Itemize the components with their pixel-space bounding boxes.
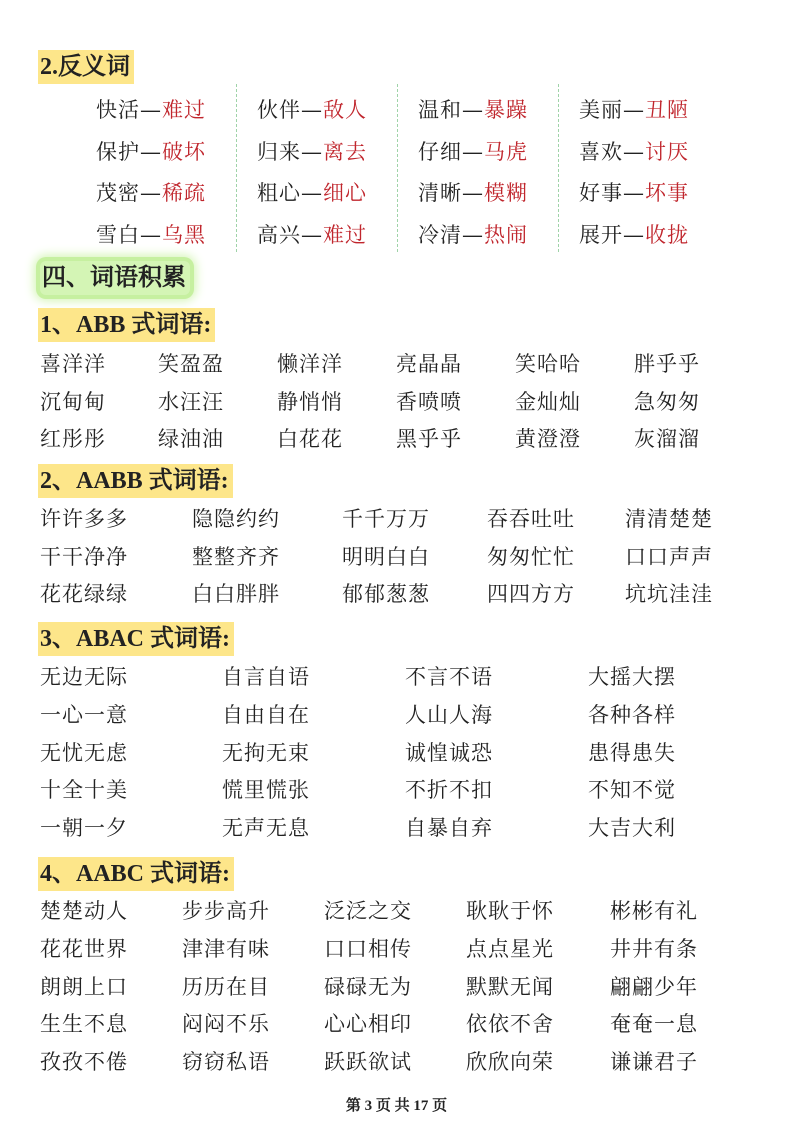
word-cell: 闷闷不乐	[182, 1012, 270, 1037]
abac-row	[0, 810, 793, 846]
section-four-heading: 四、词语积累	[40, 261, 190, 295]
antonym-answer: 破坏	[162, 139, 206, 164]
word-cell: 津津有味	[182, 936, 270, 961]
word-cell: 彬彬有礼	[610, 899, 698, 923]
word-cell: 无拘无束	[222, 740, 310, 765]
word-cell: 人山人海	[405, 702, 493, 727]
antonym-pair	[418, 217, 528, 253]
antonym-pair	[96, 134, 206, 170]
word-cell: 灰溜溜	[634, 427, 700, 451]
word-cell: 自言自语	[222, 665, 310, 689]
word-cell: 碌碌无为	[324, 974, 412, 999]
word-cell: 干干净净	[40, 544, 128, 569]
word-cell: 吞吞吐吐	[487, 507, 575, 531]
antonym-row	[0, 134, 793, 170]
word-cell: 不折不扣	[405, 778, 493, 803]
word-cell: 历历在目	[182, 974, 270, 999]
antonym-word: 高兴—	[257, 222, 323, 247]
word-cell: 井井有条	[610, 936, 698, 961]
word-cell: 绿油油	[158, 427, 224, 451]
word-cell: 白白胖胖	[192, 582, 280, 606]
antonym-pair	[96, 92, 206, 128]
antonym-word: 展开—	[579, 222, 645, 247]
aabb-heading: 2、AABB 式词语:	[38, 464, 233, 498]
abac-row	[0, 772, 793, 808]
aabc-row	[0, 1044, 793, 1080]
word-cell: 静悄悄	[277, 389, 343, 414]
word-cell: 坑坑洼洼	[625, 582, 713, 606]
antonym-pair	[579, 175, 689, 211]
antonym-pair	[96, 175, 206, 211]
abac-row	[0, 697, 793, 733]
word-cell: 点点星光	[466, 936, 554, 961]
antonym-word: 仔细—	[418, 139, 484, 164]
word-cell: 亮晶晶	[396, 352, 462, 376]
word-cell: 沉甸甸	[40, 389, 106, 414]
antonym-pair	[257, 134, 367, 170]
word-cell: 黄澄澄	[515, 427, 581, 451]
word-cell: 一朝一夕	[40, 816, 128, 841]
antonym-answer: 细心	[323, 181, 367, 205]
aabc-row	[0, 931, 793, 967]
antonym-answer: 难过	[162, 98, 206, 122]
antonym-answer: 坏事	[645, 181, 689, 205]
word-cell: 孜孜不倦	[40, 1050, 128, 1075]
antonym-pair	[418, 134, 528, 170]
word-cell: 奄奄一息	[610, 1012, 698, 1037]
word-cell: 急匆匆	[634, 389, 700, 414]
antonym-pair	[418, 92, 528, 128]
word-cell: 患得患失	[588, 740, 676, 765]
abb-row	[0, 346, 793, 382]
aabb-row	[0, 539, 793, 575]
antonym-answer: 热闹	[484, 222, 528, 247]
antonym-answer: 离去	[323, 139, 367, 164]
antonym-word: 伙伴—	[257, 98, 323, 122]
word-cell: 水汪汪	[158, 389, 224, 414]
antonym-word: 雪白—	[96, 222, 162, 247]
word-cell: 金灿灿	[515, 389, 581, 414]
word-cell: 黑乎乎	[396, 427, 462, 451]
word-cell: 自暴自弃	[405, 816, 493, 841]
antonym-word: 快活—	[96, 98, 162, 122]
page-footer: 第 3 页 共 17 页	[345, 1098, 448, 1114]
word-cell: 依依不舍	[466, 1012, 554, 1037]
antonym-answer: 乌黑	[162, 222, 206, 247]
antonym-answer: 丑陋	[645, 98, 689, 122]
antonym-pair	[96, 217, 206, 253]
antonym-word: 归来—	[257, 139, 323, 164]
word-cell: 大吉大利	[588, 816, 676, 841]
antonym-pair	[257, 217, 367, 253]
antonym-word: 粗心—	[257, 181, 323, 205]
word-cell: 明明白白	[342, 544, 430, 569]
word-cell: 十全十美	[40, 778, 128, 803]
word-cell: 大摇大摆	[588, 665, 676, 689]
antonym-row	[0, 175, 793, 211]
word-cell: 白花花	[277, 427, 343, 451]
word-cell: 心心相印	[324, 1012, 412, 1037]
word-cell: 懒洋洋	[277, 352, 343, 376]
abac-row	[0, 659, 793, 695]
word-cell: 胖乎乎	[634, 352, 700, 376]
aabc-row	[0, 1006, 793, 1042]
word-cell: 步步高升	[182, 899, 270, 923]
abb-heading: 1、ABB 式词语:	[38, 308, 215, 342]
word-cell: 花花世界	[40, 936, 128, 961]
word-cell: 无声无息	[222, 816, 310, 841]
word-cell: 窃窃私语	[182, 1050, 270, 1075]
word-cell: 自由自在	[222, 702, 310, 727]
word-cell: 不知不觉	[588, 778, 676, 803]
word-cell: 千千万万	[342, 507, 430, 531]
word-cell: 花花绿绿	[40, 582, 128, 606]
word-cell: 诚惶诚恐	[405, 740, 493, 765]
word-cell: 口口相传	[324, 936, 412, 961]
word-cell: 整整齐齐	[192, 544, 280, 569]
word-cell: 翩翩少年	[610, 974, 698, 999]
antonym-word: 好事—	[579, 181, 645, 205]
antonym-pair	[257, 92, 367, 128]
antonym-answer: 难过	[323, 222, 367, 247]
antonym-word: 美丽—	[579, 98, 645, 122]
antonym-answer: 收拢	[645, 222, 689, 247]
word-cell: 一心一意	[40, 702, 128, 727]
word-cell: 各种各样	[588, 702, 676, 727]
antonym-pair	[579, 92, 689, 128]
word-cell: 欣欣向荣	[466, 1050, 554, 1075]
antonym-answer: 稀疏	[162, 181, 206, 205]
word-cell: 香喷喷	[396, 389, 462, 414]
aabc-heading: 4、AABC 式词语:	[38, 857, 234, 891]
antonym-answer: 模糊	[484, 181, 528, 205]
aabc-row	[0, 893, 793, 929]
aabb-row	[0, 501, 793, 537]
antonym-answer: 讨厌	[645, 139, 689, 164]
abac-row	[0, 735, 793, 771]
antonym-pair	[418, 175, 528, 211]
word-cell: 泛泛之交	[324, 899, 412, 923]
word-cell: 跃跃欲试	[324, 1050, 412, 1075]
word-cell: 喜洋洋	[40, 352, 106, 376]
antonym-word: 保护—	[96, 139, 162, 164]
antonym-pair	[257, 175, 367, 211]
word-cell: 不言不语	[405, 665, 493, 689]
antonym-word: 温和—	[418, 98, 484, 122]
word-cell: 许许多多	[40, 507, 128, 531]
antonym-word: 清晰—	[418, 181, 484, 205]
word-cell: 匆匆忙忙	[487, 544, 575, 569]
antonym-answer: 马虎	[484, 139, 528, 164]
antonym-word: 茂密—	[96, 181, 162, 205]
abb-row	[0, 421, 793, 457]
word-cell: 郁郁葱葱	[342, 582, 430, 606]
antonym-word: 冷清—	[418, 222, 484, 247]
antonym-answer: 敌人	[323, 98, 367, 122]
abb-row	[0, 384, 793, 420]
antonym-answer: 暴躁	[484, 98, 528, 122]
word-cell: 笑盈盈	[158, 352, 224, 376]
antonym-row	[0, 92, 793, 128]
word-cell: 无忧无虑	[40, 740, 128, 765]
word-cell: 口口声声	[625, 544, 713, 569]
antonym-row	[0, 217, 793, 253]
word-cell: 楚楚动人	[40, 899, 128, 923]
word-cell: 隐隐约约	[192, 507, 280, 531]
word-cell: 红彤彤	[40, 427, 106, 451]
aabb-row	[0, 576, 793, 612]
word-cell: 慌里慌张	[222, 778, 310, 803]
word-cell: 四四方方	[487, 582, 575, 606]
word-cell: 耿耿于怀	[466, 899, 554, 923]
word-cell: 朗朗上口	[40, 974, 128, 999]
word-cell: 默默无闻	[466, 974, 554, 999]
antonym-pair	[579, 217, 689, 253]
word-cell: 生生不息	[40, 1012, 128, 1037]
antonym-pair	[579, 134, 689, 170]
word-cell: 笑哈哈	[515, 352, 581, 376]
abac-heading: 3、ABAC 式词语:	[38, 622, 234, 656]
word-cell: 无边无际	[40, 665, 128, 689]
antonym-word: 喜欢—	[579, 139, 645, 164]
antonyms-heading: 2.反义词	[38, 50, 134, 84]
word-cell: 谦谦君子	[610, 1050, 698, 1075]
aabc-row	[0, 969, 793, 1005]
word-cell: 清清楚楚	[625, 507, 713, 531]
